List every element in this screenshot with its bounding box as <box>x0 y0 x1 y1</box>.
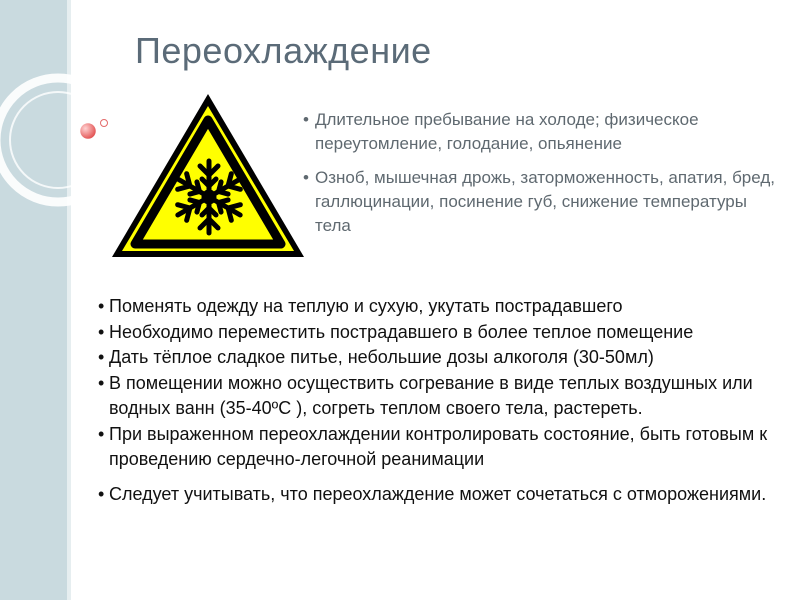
bullet-icon: • <box>98 347 105 367</box>
slide-title: Переохлаждение <box>135 30 432 71</box>
list-item <box>98 422 778 473</box>
list-item-text: Поменять одежду на теплую и сухую, укутать пострадавшего <box>109 296 623 316</box>
bullet-icon: • <box>98 423 105 444</box>
small-dot-icon <box>101 120 108 127</box>
bullet-icon: • <box>98 321 105 342</box>
list-item-text: В помещении можно осуществить согревание в виде теплых воздушных или водных ванн (35-40ºС ), согреть теплом своего тела, растереть. <box>109 372 753 418</box>
list-item-text: Следует учитывать, что переохлаждение может сочетаться с отморожениями. <box>109 483 767 504</box>
bullet-icon: • <box>98 483 105 504</box>
bullet-icon: • <box>98 372 105 393</box>
list-item <box>98 345 778 371</box>
list-item-text: При выраженном переохлаждении контролировать состояние, быть готовым к проведению сердечно-легочной реанимации <box>109 423 768 469</box>
list-item <box>303 166 783 238</box>
symptoms-list <box>303 108 783 248</box>
list-item-text: Необходимо переместить пострадавшего в более теплое помещение <box>109 321 694 342</box>
list-item-text: Озноб, мышечная дрожь, заторможенность, апатия, бред, галлюцинации, посинение губ, снижение температуры тела <box>315 168 775 235</box>
list-item <box>98 320 778 346</box>
first-aid-list <box>98 294 778 507</box>
snowflake-warning-icon <box>110 92 306 260</box>
list-item <box>98 482 778 508</box>
large-ring-icon <box>0 78 120 202</box>
bullet-icon: • <box>98 296 105 316</box>
list-item-text: Длительное пребывание на холоде; физическое переутомление, голодание, опьянение <box>315 110 699 153</box>
list-item-text: Дать тёплое сладкое питье, небольшие дозы алкоголя (30-50мл) <box>109 347 654 367</box>
list-item <box>98 294 778 320</box>
bullet-icon: • <box>303 110 309 129</box>
list-item <box>303 108 783 156</box>
bullet-icon: • <box>303 168 309 187</box>
inner-ring-icon <box>10 92 106 188</box>
list-item <box>98 371 778 422</box>
accent-dot-icon <box>80 123 97 140</box>
